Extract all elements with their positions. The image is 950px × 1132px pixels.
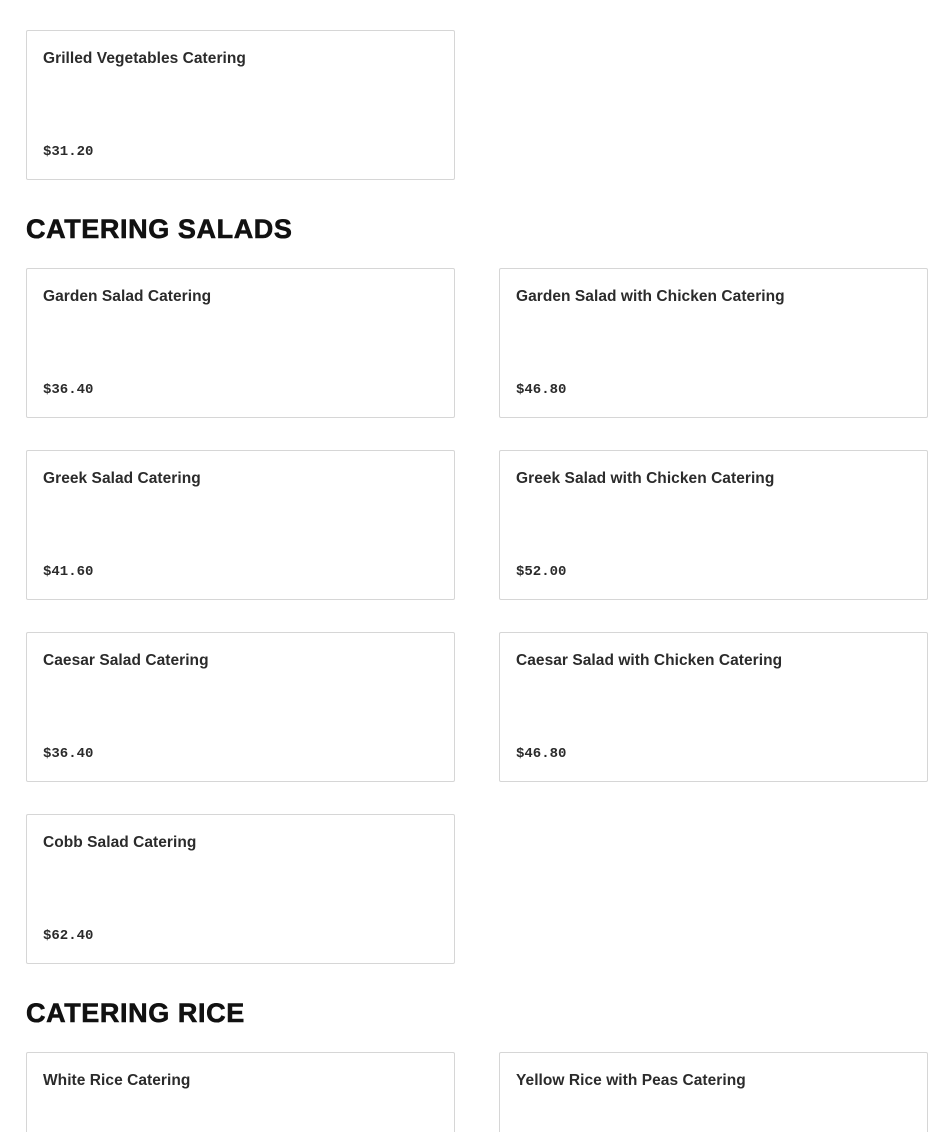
menu-item-price: $41.60 — [43, 564, 94, 580]
menu-item-name: Garden Salad Catering — [43, 288, 212, 305]
menu-item-price: $36.40 — [43, 746, 94, 762]
section-heading-rice: CATERING RICE — [26, 998, 245, 1028]
menu-item-card[interactable] — [26, 268, 455, 418]
menu-item-name: Garden Salad with Chicken Catering — [516, 288, 785, 305]
menu-item-card[interactable] — [26, 632, 455, 782]
menu-item-card[interactable] — [26, 30, 455, 180]
menu-item-price: $36.40 — [43, 382, 94, 398]
menu-item-price: $52.00 — [516, 564, 567, 580]
menu-item-name: Grilled Vegetables Catering — [43, 50, 246, 67]
menu-item-name: Greek Salad with Chicken Catering — [516, 470, 775, 487]
menu-item-card[interactable] — [499, 268, 928, 418]
menu-item-card[interactable] — [26, 450, 455, 600]
menu-item-name: Yellow Rice with Peas Catering — [516, 1072, 746, 1089]
menu-item-card[interactable] — [26, 1052, 455, 1132]
section-heading-salads: CATERING SALADS — [26, 214, 293, 244]
menu-item-price: $62.40 — [43, 928, 94, 944]
menu-item-card[interactable] — [499, 632, 928, 782]
menu-item-price: $31.20 — [43, 144, 94, 160]
menu-item-card[interactable] — [499, 450, 928, 600]
menu-item-name: Cobb Salad Catering — [43, 834, 197, 851]
menu-item-name: Greek Salad Catering — [43, 470, 201, 487]
menu-item-price: $46.80 — [516, 382, 567, 398]
menu-item-card[interactable] — [26, 814, 455, 964]
menu-item-card[interactable] — [499, 1052, 928, 1132]
menu-item-name: Caesar Salad Catering — [43, 652, 209, 669]
menu-item-name: Caesar Salad with Chicken Catering — [516, 652, 783, 669]
menu-item-name: White Rice Catering — [43, 1072, 191, 1089]
menu-item-price: $46.80 — [516, 746, 567, 762]
